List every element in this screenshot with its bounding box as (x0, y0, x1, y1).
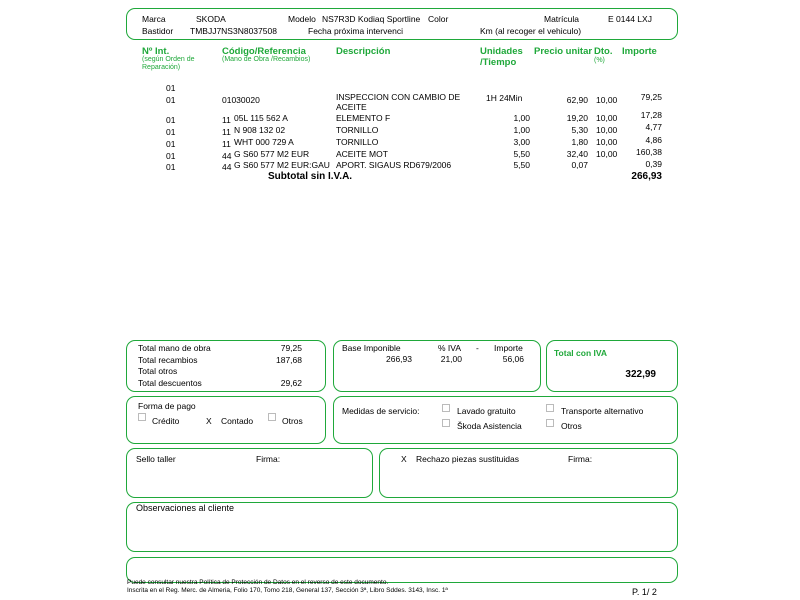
line-tipo: 11 (222, 139, 231, 149)
sello-label: Sello taller (136, 454, 176, 464)
line-codigo: N 908 132 02 (234, 125, 286, 135)
bastidor-value: TMBJJ7NS3N8037508 (190, 26, 277, 36)
line-precio: 1,80 (571, 137, 588, 147)
iva-dash: - (476, 343, 479, 353)
line-num: 01 (166, 115, 176, 125)
line-importe: 79,25 (640, 92, 662, 102)
col-desc-header: Descripción (336, 46, 391, 57)
total-otros-label: Total otros (138, 366, 178, 376)
line-codigo: WHT 000 729 A (234, 137, 294, 147)
line-codigo: G S60 577 M2 EUR (234, 149, 310, 159)
observaciones-label: Observaciones al cliente (136, 503, 235, 513)
base-imponible-label: Base Imponible (342, 343, 401, 353)
contado-check-mark[interactable]: X (206, 416, 212, 426)
line-dto: 10,00 (596, 113, 618, 123)
line-unidades: 5,50 (513, 160, 530, 170)
asistencia-label: Škoda Asistencia (457, 421, 522, 431)
line-importe: 160,38 (636, 147, 662, 157)
matricula-value: E 0144 LXJ (608, 14, 652, 24)
footer-registry-text: Inscrita en el Reg. Merc. de Almeria, Folio 170, Tomo 218, General 137, Sección 3ª, Libro Sddes. 3143, Insc. 1ª (127, 587, 448, 594)
line-num: 01 (166, 151, 176, 161)
total-recambios-label: Total recambios (138, 355, 198, 365)
line-precio: 62,90 (566, 95, 588, 105)
line-tipo: 44 (222, 151, 232, 161)
km-label: Km (al recoger el vehiculo) (480, 26, 582, 36)
otros-checkbox[interactable] (268, 413, 276, 421)
credito-checkbox[interactable] (138, 413, 146, 421)
line-codigo: G S60 577 M2 EUR:GAU (234, 160, 330, 170)
rechazo-firma-label: Firma: (568, 454, 593, 464)
col-codigo-header: Código/Referencia (222, 46, 306, 57)
line-precio: 0,07 (571, 160, 588, 170)
line-num: 01 (166, 162, 176, 172)
line-precio: 5,30 (571, 125, 588, 135)
iva-importe-label: Importe (494, 343, 523, 353)
total-iva-value: 322,99 (625, 369, 656, 380)
line-unidades: 3,00 (513, 137, 530, 147)
line-tipo: 11 (222, 127, 231, 137)
otros-servicio-label: Otros (561, 421, 582, 431)
col-num-subheader: (según Orden de Reparación) (142, 56, 195, 71)
line-num: 01 (166, 127, 176, 137)
sello-firma-label: Firma: (256, 454, 281, 464)
line-tipo: 11 (222, 115, 231, 125)
line-importe: 17,28 (640, 110, 662, 120)
total-mano-obra-value: 79,25 (280, 343, 302, 353)
color-label: Color (428, 14, 449, 24)
iva-pct-label: % IVA (438, 343, 461, 353)
marca-label: Marca (142, 14, 166, 24)
line-num: 01 (166, 95, 176, 105)
line-codigo: 05L 115 562 A (234, 113, 288, 123)
line-unidades: 1H 24Min (486, 93, 523, 103)
modelo-value: NS7R3D Kodiaq Sportline (322, 14, 421, 24)
subtotal-value: 266,93 (631, 171, 662, 182)
total-iva-label: Total con IVA (554, 348, 608, 358)
asistencia-checkbox[interactable] (442, 419, 450, 427)
col-codigo-subheader: (Mano de Obra /Recambios) (222, 56, 311, 63)
line-num: 01 (166, 139, 176, 149)
transporte-checkbox[interactable] (546, 404, 554, 412)
page-number: P. 1/ 2 (632, 587, 657, 597)
footer-privacy-text: Puede consultar nuestra Política de Protección de Datos en el reverso de este documento. (127, 579, 389, 586)
otros-servicio-checkbox[interactable] (546, 419, 554, 427)
line-dto: 10,00 (596, 149, 618, 159)
service-label: Medidas de servicio: (342, 406, 420, 416)
line-unidades: 5,50 (513, 149, 530, 159)
line-tipo: 44 (222, 162, 232, 172)
matricula-label: Matrícula (544, 14, 579, 24)
rechazo-check-mark[interactable]: X (401, 454, 407, 464)
lavado-checkbox[interactable] (442, 404, 450, 412)
line-desc: ELEMENTO F (336, 113, 391, 123)
line-importe: 0,39 (645, 159, 662, 169)
line-precio: 32,40 (566, 149, 588, 159)
line-unidades: 1,00 (513, 113, 530, 123)
line-dto: 10,00 (596, 125, 618, 135)
total-descuentos-value: 29,62 (280, 378, 302, 388)
base-imponible-value: 266,93 (386, 354, 412, 364)
line-desc: INSPECCION CON CAMBIO DE ACEITE (336, 92, 461, 112)
col-dto-subheader: (%) (594, 57, 605, 64)
lavado-label: Lavado gratuito (457, 406, 516, 416)
transporte-label: Transporte alternativo (561, 406, 644, 416)
credito-label: Crédito (152, 416, 180, 426)
otros-pago-label: Otros (282, 416, 303, 426)
fecha-label: Fecha próxima intervenci (308, 26, 403, 36)
line-unidades: 1,00 (513, 125, 530, 135)
line-importe: 4,86 (645, 135, 662, 145)
service-box (333, 396, 678, 444)
total-descuentos-label: Total descuentos (138, 378, 202, 388)
line-desc: ACEITE MOT (336, 149, 388, 159)
line-precio: 19,20 (566, 113, 588, 123)
bastidor-label: Bastidor (142, 26, 174, 36)
contado-label: Contado (221, 416, 254, 426)
line-desc: TORNILLO (336, 125, 379, 135)
col-importe-header: Importe (622, 46, 657, 57)
line-dto: 10,00 (596, 95, 618, 105)
subtotal-label: Subtotal sin I.V.A. (268, 171, 353, 182)
payment-label: Forma de pago (138, 401, 196, 411)
marca-value: SKODA (196, 14, 226, 24)
iva-importe-value: 56,06 (502, 354, 524, 364)
col-dto-header: Dto. (594, 46, 613, 57)
rechazo-label: Rechazo piezas sustituidas (416, 454, 520, 464)
line-codigo: 01030020 (222, 95, 260, 105)
modelo-label: Modelo (288, 14, 316, 24)
line-desc: APORT. SIGAUS RD679/2006 (336, 160, 452, 170)
col-num-header: Nº Int. (142, 46, 170, 57)
line-dto: 10,00 (596, 137, 618, 147)
total-recambios-value: 187,68 (276, 355, 302, 365)
col-unidades-header: Unidades /Tiempo (480, 46, 523, 68)
line-desc: TORNILLO (336, 137, 379, 147)
line-num: 01 (166, 83, 176, 93)
iva-pct-value: 21,00 (440, 354, 462, 364)
line-importe: 4,77 (645, 122, 662, 132)
col-precio-header: Precio unitar (534, 46, 593, 57)
total-mano-obra-label: Total mano de obra (138, 343, 211, 353)
